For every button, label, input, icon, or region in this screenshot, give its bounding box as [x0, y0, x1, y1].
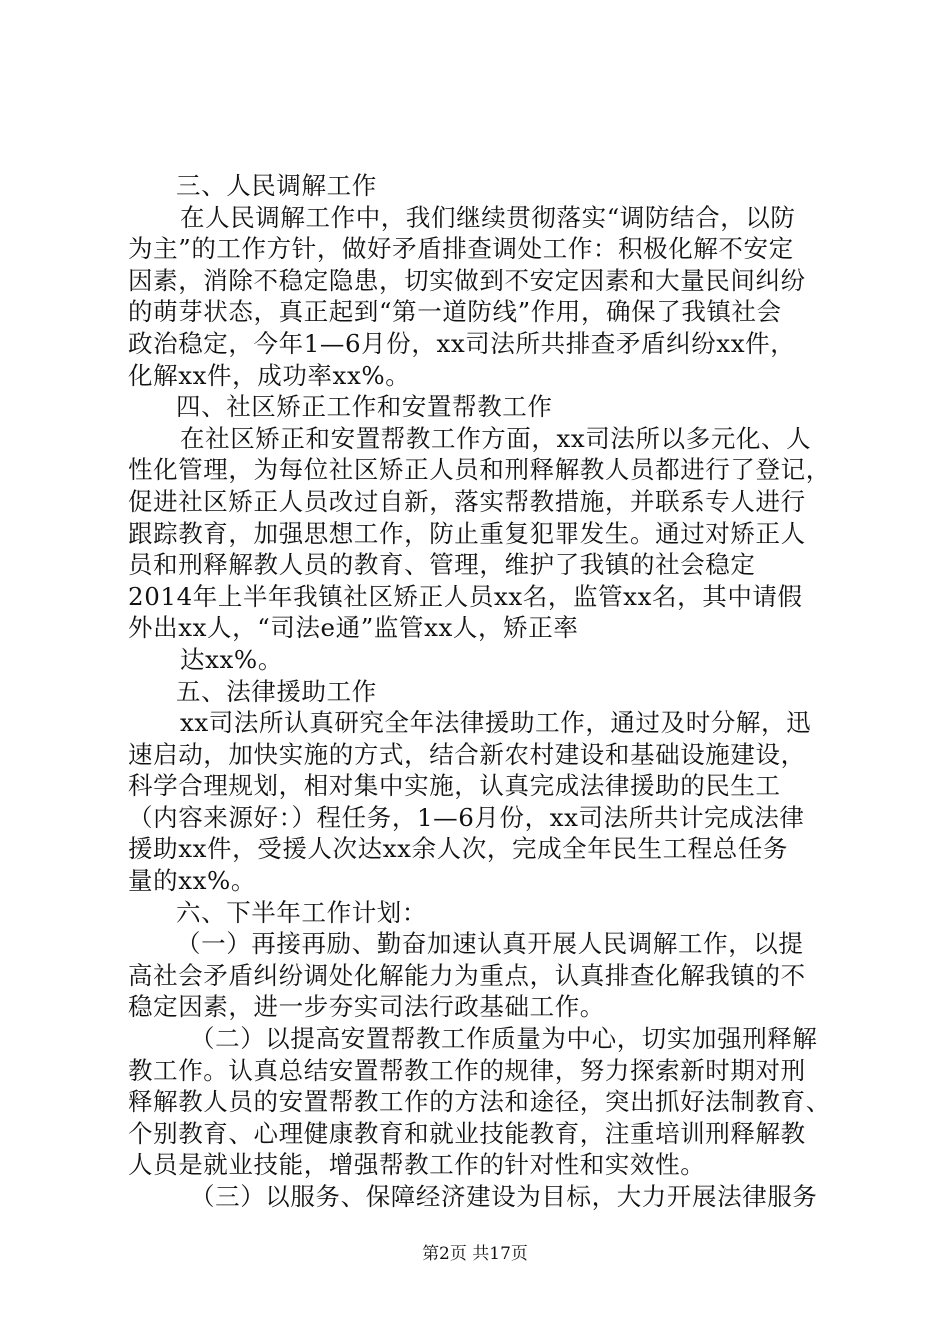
- text-line: 跟踪教育，加强思想工作，防止重复犯罪发生。通过对矫正人: [128, 518, 806, 548]
- text-line: 员和刑释解教人员的教育、管理，维护了我镇的社会稳定: [128, 550, 756, 580]
- text-line: 外出xx人，“司法e通”监管xx人，矫正率: [128, 613, 579, 643]
- text-line: xx司法所认真研究全年法律援助工作，通过及时分解，迅: [180, 708, 812, 738]
- text-line: （一）再接再励、勤奋加速认真开展人民调解工作，以提: [176, 929, 804, 959]
- text-line: 释解教人员的安置帮教工作的方法和途径，突出抓好法制教育、: [128, 1087, 831, 1117]
- text-line: 在人民调解工作中，我们继续贯彻落实“调防结合，以防: [180, 202, 796, 232]
- text-line: 达xx%。: [180, 644, 283, 674]
- text-line: 援助xx件，受援人次达xx余人次，完成全年民生工程总任务: [128, 834, 789, 864]
- text-line: 个别教育、心理健康教育和就业技能教育，注重培训刑释解教: [128, 1118, 806, 1148]
- text-line: 促进社区矫正人员改过自新，落实帮教措施，并联系专人进行: [128, 486, 806, 516]
- text-line: 三、人民调解工作: [176, 171, 377, 200]
- text-line: 人员是就业技能，增强帮教工作的针对性和实效性。: [128, 1150, 706, 1180]
- text-line: 化解xx件，成功率xx%。: [128, 360, 411, 390]
- text-line: 在社区矫正和安置帮教工作方面，xx司法所以多元化、人: [180, 423, 812, 453]
- text-line: 量的xx%。: [128, 866, 257, 896]
- text-line: 因素，消除不稳定隐患，切实做到不安定因素和大量民间纠纷: [128, 265, 806, 295]
- text-line: 高社会矛盾纠纷调处化解能力为重点，认真排查化解我镇的不: [128, 960, 806, 990]
- text-line: 性化管理，为每位社区矫正人员和刑释解教人员都进行了登记，: [128, 455, 831, 485]
- text-line: （二）以提高安置帮教工作质量为中心，切实加强刑释解: [190, 1024, 818, 1054]
- page-footer: 第2页 共17页: [422, 1244, 528, 1264]
- text-line: 六、下半年工作计划：: [176, 897, 427, 927]
- text-line: 速启动，加快实施的方式，结合新农村建设和基础设施建设，: [128, 739, 806, 769]
- text-line: 五、法律援助工作: [176, 676, 377, 706]
- text-line: （内容来源好：）程任务，1—6月份，xx司法所共计完成法律: [128, 802, 805, 832]
- text-line: 为主”的工作方针，做好矛盾排查调处工作：积极化解不安定: [128, 234, 794, 264]
- text-line: 科学合理规划，相对集中实施，认真完成法律援助的民生工: [128, 771, 781, 801]
- text-line: 稳定因素，进一步夯实司法行政基础工作。: [128, 992, 605, 1022]
- document-body: [128, 170, 838, 1213]
- text-line: 四、社区矫正工作和安置帮教工作: [176, 392, 553, 422]
- text-line: 的萌芽状态，真正起到“第一道防线”作用，确保了我镇社会: [128, 297, 782, 327]
- text-line: 政治稳定，今年1—6月份，xx司法所共排查矛盾纠纷xx件，: [128, 328, 796, 358]
- text-line: （三）以服务、保障经济建设为目标，大力开展法律服务: [190, 1182, 818, 1211]
- text-line: 2014年上半年我镇社区矫正人员xx名，监管xx名，其中请假: [128, 581, 803, 611]
- text-line: 教工作。认真总结安置帮教工作的规律，努力探索新时期对刑: [128, 1055, 806, 1085]
